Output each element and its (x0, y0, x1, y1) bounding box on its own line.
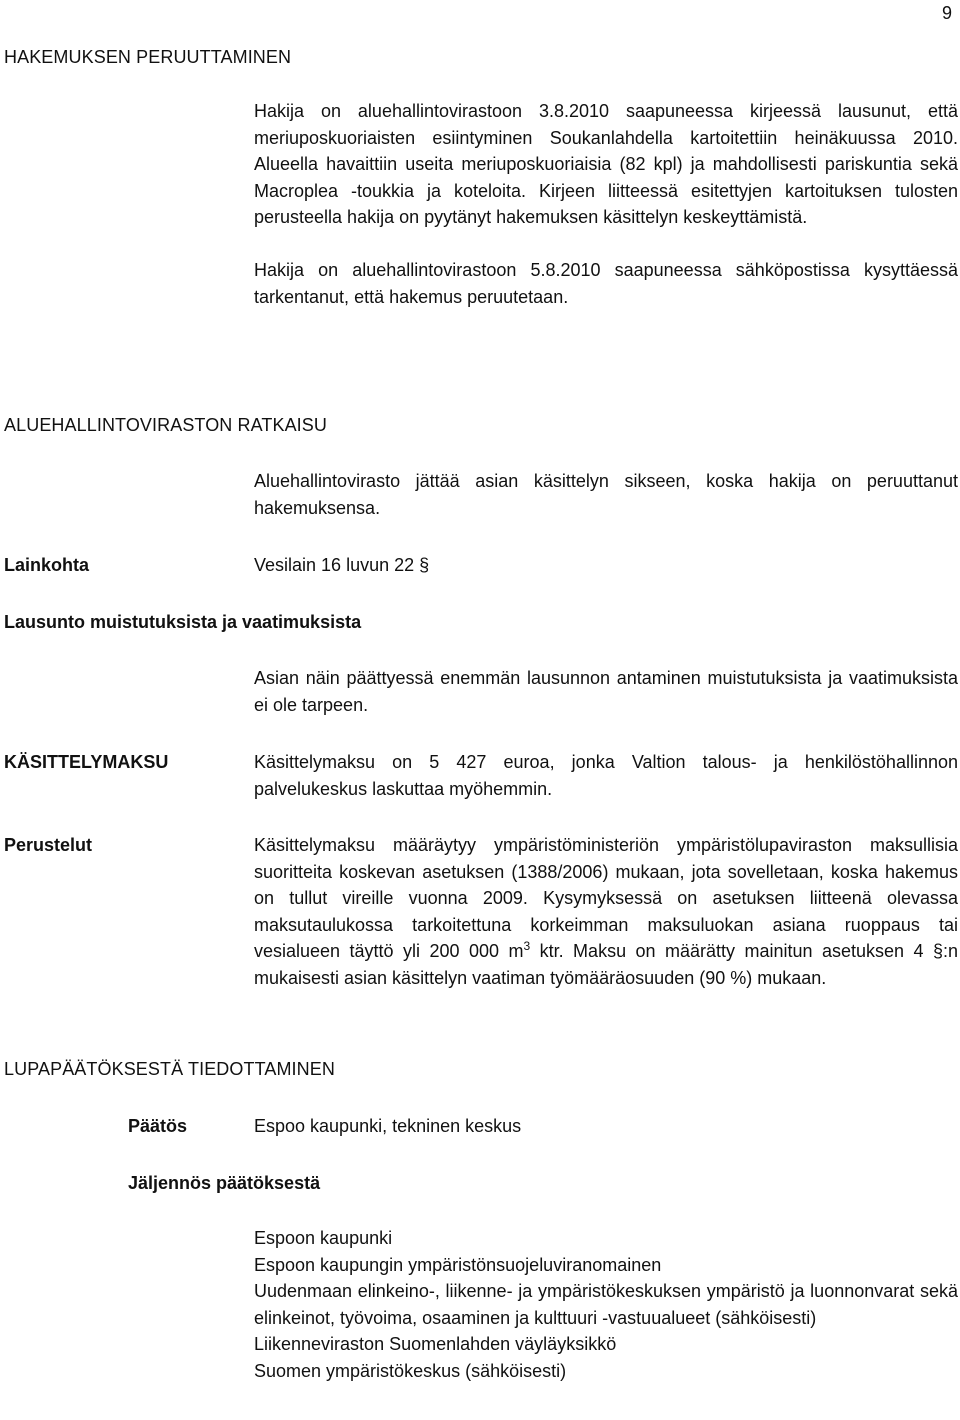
perustelut-paragraph (254, 832, 958, 991)
peruuttaminen-paragraph-1: Hakija on aluehallintovirastoon 3.8.2010 saapuneessa kirjeessä lausunut, että meriuposkuoriaisten esiintyminen Soukanlahdella kartoitettiin heinäkuussa 2010. Alueella havaittiin useita meriuposkuoriaisia (82 kpl) ja mahdollisesti pariskuntia sekä Macroplea -toukkia ja koteloita. Kirjeen liitteessä esitettyjen kartoituksen tulosten perusteella hakija on pyytänyt hakemuksen käsittelyn keskeyttämistä. (254, 101, 958, 227)
list-item: Liikenneviraston Suomenlahden väyläyksikkö (254, 1334, 617, 1354)
section-heading-tiedottaminen: LUPAPÄÄTÖKSESTÄ TIEDOTTAMINEN (4, 1059, 335, 1079)
lausunto-paragraph: Asian näin päättyessä enemmän lausunnon antaminen muistutuksista ja vaatimuksista ei ole tarpeen. (254, 668, 958, 715)
lainkohta-label: Lainkohta (4, 555, 90, 575)
page-number: 9 (941, 3, 952, 23)
perustelut-text-part-2: ktr. Maksu on määrätty mainitun asetuksen 4 §:n mukaisesti asian käsittelyn vaatiman työmääräosuuden (90 %) mukaan. (254, 941, 958, 988)
perustelut-text-part-1: Käsittelymaksu määräytyy ympäristöministeriön ympäristölupaviraston maksullisia suoritteita koskevan asetuksen (1388/2006) mukaan, jota sovelletaan, koska hakemus on tullut vireille vuonna 2009. Kysymyksessä on asetuksen liitteenä olevassa maksutaulukossa tarkoitettuna korkeimman maksuluokan asiana ruoppaus tai vesialueen täyttö yli 200 000 m (254, 835, 958, 961)
lainkohta-text: Vesilain 16 luvun 22 § (254, 555, 430, 575)
section-heading-peruuttaminen: HAKEMUKSEN PERUUTTAMINEN (4, 47, 292, 67)
section-heading-ratkaisu: ALUEHALLINTOVIRASTON RATKAISU (4, 415, 327, 435)
perustelut-label: Perustelut (4, 835, 93, 855)
ratkaisu-paragraph: Aluehallintovirasto jättää asian käsittelyn sikseen, koska hakija on peruuttanut hakemuksensa. (254, 471, 958, 518)
lausunto-label: Lausunto muistutuksista ja vaatimuksista (4, 612, 362, 632)
kasittelymaksu-paragraph: Käsittelymaksu on 5 427 euroa, jonka Valtion talous- ja henkilöstöhallinnon palvelukeskus laskuttaa myöhemmin. (254, 752, 958, 799)
list-item: Espoon kaupungin ympäristönsuojeluviranomainen (254, 1254, 662, 1275)
peruuttaminen-body (254, 98, 958, 310)
list-item: Espoon kaupunki (254, 1228, 393, 1248)
list-item: Suomen ympäristökeskus (sähköisesti) (254, 1360, 567, 1381)
recipient-list (254, 1225, 958, 1384)
paatos-label: Päätös (128, 1116, 188, 1136)
jaljennos-label: Jäljennös päätöksestä (128, 1173, 321, 1193)
list-item: Uudenmaan elinkeino-, liikenne- ja ympäristökeskuksen ympäristö ja luonnonvarat sekä elinkeinot, työvoima, osaaminen ja kulttuuri -vastuualueet (sähköisesti) (254, 1281, 958, 1328)
peruuttaminen-paragraph-2: Hakija on aluehallintovirastoon 5.8.2010 saapuneessa sähköpostissa kysyttäessä tarkentanut, että hakemus peruutetaan. (254, 260, 958, 307)
superscript-cubic: 3 (523, 939, 531, 953)
paatos-text: Espoo kaupunki, tekninen keskus (254, 1116, 522, 1136)
kasittelymaksu-label: KÄSITTELYMAKSU (4, 752, 169, 772)
